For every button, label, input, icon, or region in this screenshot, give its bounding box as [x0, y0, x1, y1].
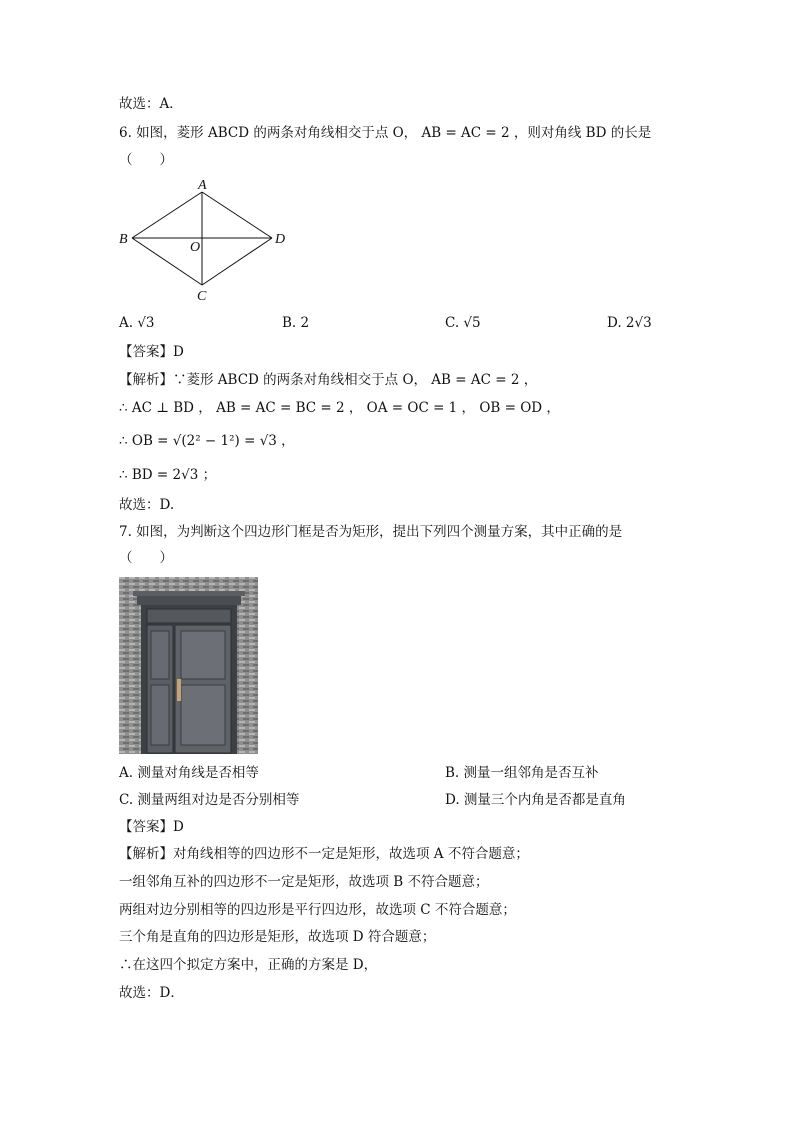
explanation-7-line-2: 一组邻角互补的四边形不一定是矩形，故选项 B 不符合题意； — [119, 874, 489, 890]
panel-left-bottom — [151, 685, 169, 745]
explanation-6-line-4: ∴ BD = 2√3 ； — [119, 467, 217, 483]
q6-option-b: B. 2 — [282, 315, 310, 331]
explanation-6-line-5: 故选：D. — [119, 497, 175, 513]
label-b: B — [119, 232, 128, 247]
door-handle — [177, 679, 181, 701]
side-ab — [132, 192, 202, 238]
explanation-6-line-3: ∴ OB = √(2² − 1²) = √3 ， — [119, 433, 295, 449]
label-c: C — [197, 289, 207, 304]
explanation-6-line-1: 【解析】∵菱形 ABCD 的两条对角线相交于点 O， AB = AC = 2 ， — [119, 372, 538, 388]
panel-left-top — [151, 631, 169, 679]
explanation-7-line-1: 【解析】对角线相等的四边形不一定是矩形，故选项 A 不符合题意； — [119, 846, 529, 862]
label-d: D — [275, 232, 286, 247]
q7-option-c: C. 测量两组对边是否分别相等 — [119, 792, 300, 808]
explanation-7-line-3: 两组对边分别相等的四边形是平行四边形，故选项 C 不符合题意； — [119, 902, 516, 918]
explanation-7-line-5: ∴在这四个拟定方案中，正确的方案是 D， — [119, 957, 378, 973]
door-frame-top — [137, 595, 241, 605]
answer-6: 【答案】D — [119, 344, 184, 360]
q7-option-a: A. 测量对角线是否相等 — [119, 765, 259, 781]
line-conclusion-prev: 故选：A． — [119, 96, 183, 112]
door-photo — [119, 577, 258, 754]
q6-option-c: C. √5 — [445, 315, 481, 331]
rhombus-figure — [112, 172, 302, 304]
q7-option-d: D. 测量三个内角是否都是直角 — [445, 792, 626, 808]
side-ad — [202, 192, 272, 238]
q6-option-a: A. √3 — [119, 315, 155, 331]
explanation-7-line-6: 故选：D． — [119, 985, 184, 1001]
door-transom — [147, 609, 231, 623]
label-a: A — [198, 178, 207, 193]
explanation-7-line-4: 三个角是直角的四边形是矩形，故选项 D 符合题意； — [119, 929, 436, 945]
answer-7: 【答案】D — [119, 819, 184, 835]
explanation-6-line-2: ∴ AC ⊥ BD ， AB = AC = BC = 2 ， OA = OC = 1 ， OB = OD ， — [119, 400, 560, 416]
side-dc — [202, 238, 272, 285]
question-6-stem: 6. 如图，菱形 ABCD 的两条对角线相交于点 O， AB = AC = 2 ，则对角线 BD 的长是 — [119, 125, 652, 141]
label-o: O — [190, 240, 201, 255]
question-7-stem: 7. 如图，为判断这个四边形门框是否为矩形，提出下列四个测量方案，其中正确的是 — [119, 524, 623, 540]
question-6-paren: （ ） — [119, 152, 173, 168]
panel-right-bottom — [181, 685, 225, 745]
door-cornice — [133, 591, 245, 596]
question-7-paren: （ ） — [119, 550, 173, 566]
q6-option-d: D. 2√3 — [607, 315, 652, 331]
q7-option-b: B. 测量一组邻角是否互补 — [445, 765, 599, 781]
panel-right-top — [181, 631, 225, 679]
